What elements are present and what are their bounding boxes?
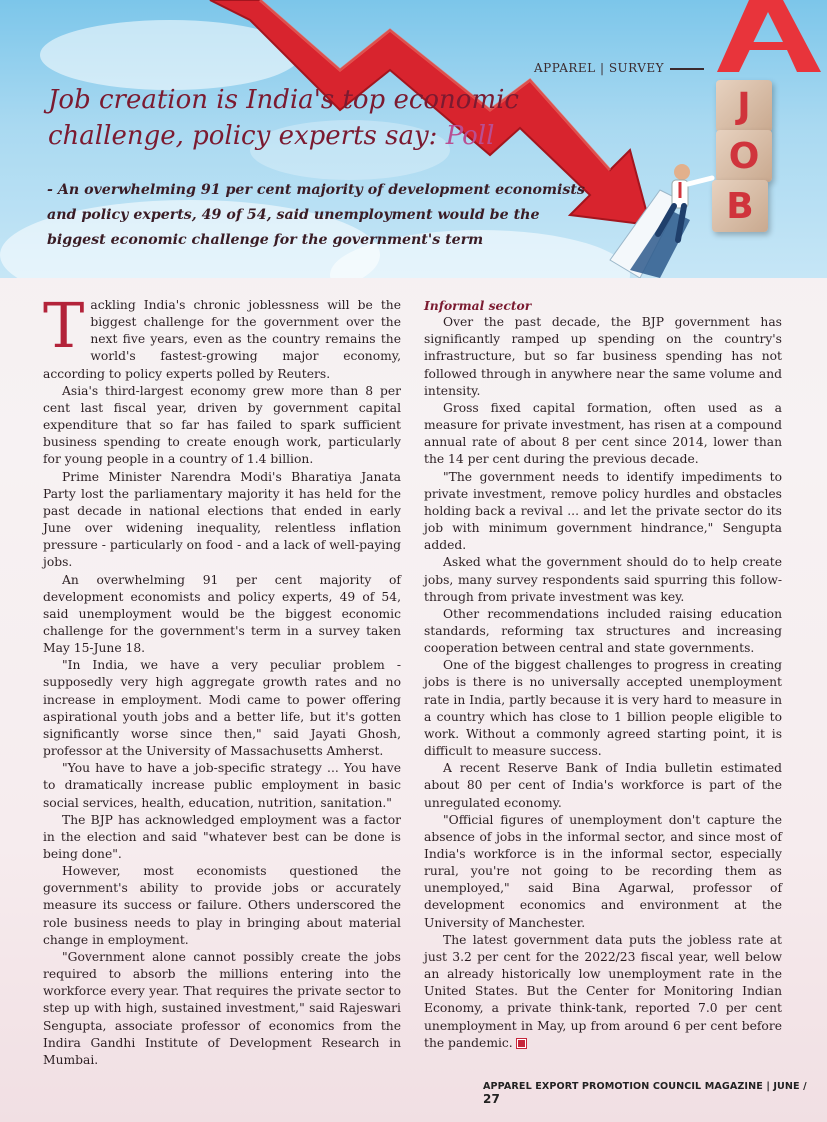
article-paragraph: Asia's third-largest economy grew more than 8 per cent last fiscal year, driven by government capital expenditure that so far has failed to spark sufficient business spending to create enough work, particularly for young people in a country of 1.4 billion. bbox=[43, 383, 401, 467]
article-paragraph: The BJP has acknowledged employment was a factor in the election and said "whatever best can be done is being done". bbox=[43, 812, 401, 861]
article-paragraph: "The government needs to identify impediments to private investment, remove policy hurdles and obstacles holding back a revival ... and let the private sector do its job with minimum government hindrance," Sengupta added. bbox=[424, 469, 782, 553]
article-paragraph: A recent Reserve Bank of India bulletin estimated about 80 per cent of India's workforce is part of the unregulated economy. bbox=[424, 761, 782, 810]
header-banner bbox=[0, 0, 827, 278]
section-kicker: APPAREL | SURVEY bbox=[534, 61, 704, 75]
magazine-a-logo bbox=[711, 0, 821, 72]
drop-cap: T bbox=[43, 289, 85, 362]
article-paragraph: "In India, we have a very peculiar problem - supposedly very high aggregate growth rates and no increase in employment. Modi came to power offering aspirational youth jobs and a better life, but it's gotten significantly worse since then," said Jayati Ghosh, professor at the University of Massachusetts Amherst. bbox=[43, 658, 401, 759]
article-paragraph: An overwhelming 91 per cent majority of development economists and policy experts, 49 of 54, said unemployment would be the biggest economic challenge for the government's term in a survey taken May 15-June 18. bbox=[43, 572, 401, 656]
article-deck: - An overwhelming 91 per cent majority of development economists and policy experts, 49 of 54, said unemployment would be the biggest economic challenge for the government's term bbox=[47, 182, 585, 248]
article-paragraph: "Government alone cannot possibly create the jobs required to absorb the millions entering into the workforce every year. That requires the private sector to step up with high, sustained investment," said Rajeswari Sengupta, associate professor of economics from the Indira Gandhi Institute of Development Research in Mumbai. bbox=[43, 949, 401, 1067]
article-paragraph: Prime Minister Narendra Modi's Bharatiya Janata Party lost the parliamentary majority it has held for the past decade in national elections that ended in early June over widening inequality, relentless inflation pressure - particularly on food - and a lack of well-paying jobs. bbox=[43, 469, 401, 570]
article-paragraph: Tackling India's chronic joblessness will be the biggest challenge for the government over the next five years, even as the country remains the world's fastest-growing major economy, according to policy experts polled by Reuters. bbox=[43, 289, 401, 381]
article-paragraph: One of the biggest challenges to progress in creating jobs is there is no universally accepted unemployment rate in India, partly because it is very hard to measure in a country which has close to 1 billion people eligible to work. Without a commonly agreed starting point, it is difficult to measure success. bbox=[424, 658, 782, 759]
page-number: 27 bbox=[483, 1092, 500, 1106]
article-paragraph: "Official figures of unemployment don't capture the absence of jobs in the informal sector, and since most of India's workforce is in the informal sector, especially rural, you're not going to be recording them as unemployed," said Bina Agarwal, professor of development economics and environment at the University of Manchester. bbox=[424, 812, 782, 930]
end-mark-icon bbox=[517, 1039, 526, 1048]
article-title: Job creation is India's top economic challenge, policy experts say: Poll bbox=[48, 85, 519, 151]
article-paragraph: Other recommendations included raising education standards, reforming tax structures and increasing cooperation between central and state governments. bbox=[424, 606, 782, 656]
title-highlight: Poll bbox=[445, 121, 495, 151]
footer-publication: APPAREL EXPORT PROMOTION COUNCIL MAGAZINE | JUNE / bbox=[483, 1081, 807, 1092]
job-cube-j: J bbox=[716, 80, 772, 132]
article-paragraph: Asked what the government should do to help create jobs, many survey respondents said spurring this follow-through from private investment was key. bbox=[424, 555, 782, 604]
article-paragraph: "You have to have a job-specific strategy ... You have to dramatically increase public employment in basic social services, health, education, nutrition, sanitation." bbox=[43, 761, 401, 810]
article-column-right bbox=[424, 297, 782, 1052]
job-cube-b: B bbox=[712, 180, 768, 232]
job-cube-o: O bbox=[716, 130, 772, 182]
page-footer bbox=[483, 1081, 827, 1106]
article-paragraph: However, most economists questioned the government's ability to provide jobs or accurately measure its success or failure. Others underscored the role business needs to play in bringing about material change in employment. bbox=[43, 864, 401, 947]
article-paragraph: Gross fixed capital formation, often used as a measure for private investment, has risen at a compound annual rate of about 8 per cent since 2014, lower than the 14 per cent during the previous decade. bbox=[424, 400, 782, 467]
section-subhead: Informal sector bbox=[424, 298, 532, 313]
article-paragraph: Over the past decade, the BJP government has significantly ramped up spending on the country's infrastructure, but so far business spending has not followed through in anywhere near the same volume and intensity. bbox=[424, 315, 782, 398]
article-paragraph-last: The latest government data puts the jobless rate at just 3.2 per cent for the 2022/23 fiscal year, well below an already historically low unemployment rate in the United States. But the Center for Monitoring Indian Economy, a private think-tank, reported 7.0 per cent unemployment in May, up from around 6 per cent before the pandemic. bbox=[424, 932, 782, 1050]
article-column-left bbox=[43, 289, 401, 1069]
kicker-rule bbox=[670, 68, 704, 70]
climbing-man-illustration bbox=[600, 150, 720, 278]
